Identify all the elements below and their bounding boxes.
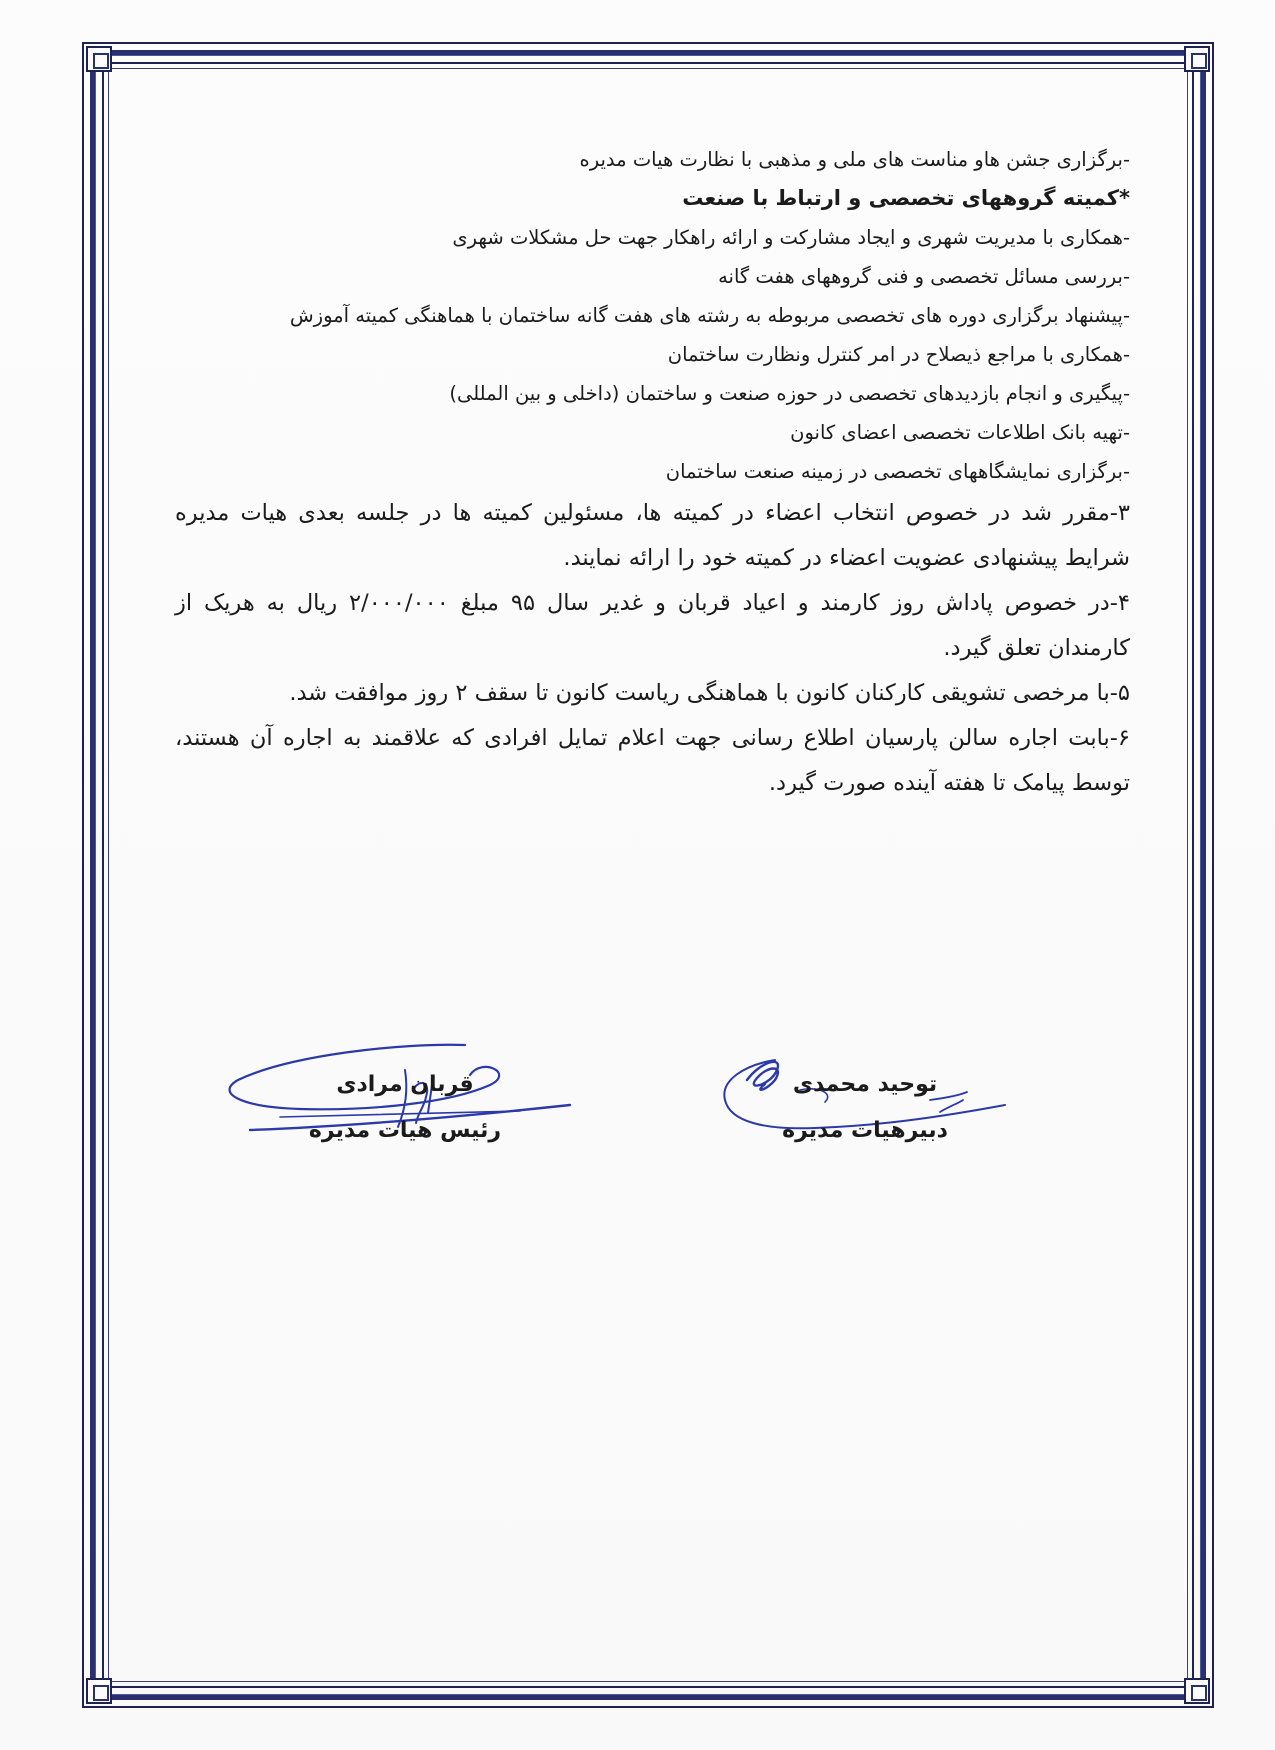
- list-item: -پیگیری و انجام بازدیدهای تخصصی در حوزه صنعت و ساختمان (داخلی و بین المللی): [449, 382, 1130, 405]
- resolution-paragraph: ۳-مقرر شد در خصوص انتخاب اعضاء در کمیته ها، مسئولین کمیته ها در جلسه بعدی هیات مدیره شرایط پیشنهادی عضویت اعضاء در کمیته خود را ارائه نمایند.: [175, 500, 1130, 571]
- list-item: -همکاری با مراجع ذیصلاح در امر کنترل ونظارت ساختمان: [667, 343, 1130, 366]
- document-body: [175, 140, 1130, 806]
- list-item: -همکاری با مدیریت شهری و ایجاد مشارکت و ارائه راهکار جهت حل مشکلات شهری: [452, 226, 1130, 249]
- resolution-paragraph: ۵-با مرخصی تشویقی کارکنان کانون با هماهنگی ریاست کانون تا سقف ۲ روز موافقت شد.: [289, 680, 1130, 706]
- chairman-title: رئیس هیات مدیره: [308, 1118, 502, 1143]
- list-item: -پیشنهاد برگزاری دوره های تخصصی مربوطه به رشته های هفت گانه ساختمان با هماهنگی کمیته آموزش: [289, 304, 1130, 327]
- border-corner-ornament: [86, 46, 112, 72]
- secretary-title: دبیرهیات مدیره: [782, 1118, 948, 1143]
- border-corner-ornament: [86, 1678, 112, 1704]
- list-item: -بررسی مسائل تخصصی و فنی گروههای هفت گانه: [718, 265, 1130, 288]
- resolution-paragraph: ۴-در خصوص پاداش روز کارمند و اعیاد قربان و غدیر سال ۹۵ مبلغ ۲/۰۰۰/۰۰۰ ریال به هریک از کارمندان تعلق گیرد.: [175, 590, 1130, 661]
- chairman-signature-block: [265, 1062, 545, 1154]
- list-item: -برگزاری نمایشگاههای تخصصی در زمینه صنعت ساختمان: [665, 460, 1130, 483]
- chairman-name: قربان مرادی: [336, 1072, 474, 1097]
- secretary-name: توحید محمدی: [792, 1072, 938, 1097]
- resolution-paragraph: ۶-بابت اجاره سالن پارسیان اطلاع رسانی جهت اعلام تمایل افرادی که علاقمند به اجاره آن هستند، توسط پیامک تا هفته آینده صورت گیرد.: [175, 725, 1130, 796]
- list-item: -برگزاری جشن هاو مناست های ملی و مذهبی با نظارت هیات مدیره: [579, 148, 1130, 171]
- secretary-signature-block: [735, 1062, 995, 1154]
- committee-heading: *کمیته گروههای تخصصی و ارتباط با صنعت: [682, 186, 1130, 210]
- border-corner-ornament: [1184, 46, 1210, 72]
- list-item: -تهیه بانک اطلاعات تخصصی اعضای کانون: [790, 421, 1130, 444]
- border-corner-ornament: [1184, 1678, 1210, 1704]
